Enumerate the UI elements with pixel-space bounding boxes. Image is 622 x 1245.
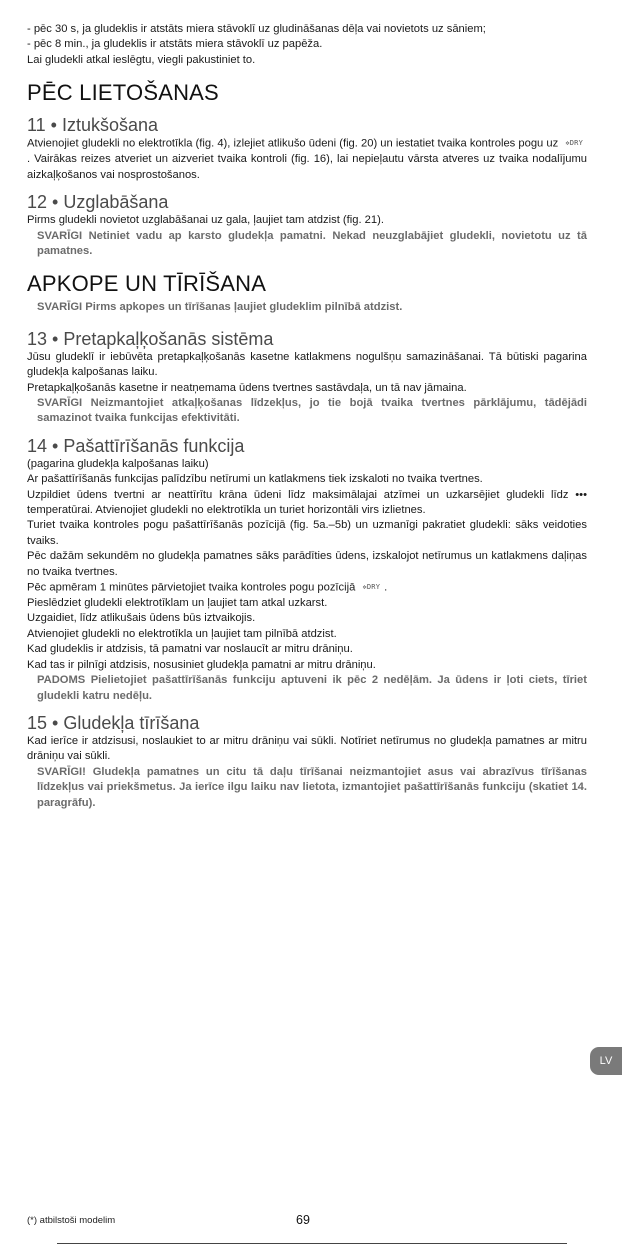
paragraph-13: Jūsu gludeklī ir iebūvēta pretapkaļķošanās kasetne katlakmens nogulšņu samazināšanai. Tā būtiski pagarina gludekļa kalpošanas laiku.: [27, 350, 587, 379]
intro-line: - pēc 8 min., ja gludeklis ir atstāts miera stāvoklī uz papēža.: [27, 38, 323, 51]
paragraph-14: Pēc dažām sekundēm no gludekļa pamatnes sāks parādīties ūdens, izskalojot netīrumus un katlakmens daļiņas no tvaika tvertnes.: [27, 550, 587, 578]
paragraph-14: (pagarina gludekļa kalpošanas laiku): [27, 457, 209, 470]
important-note-12: SVARĪGI Netiniet vadu ap karsto gludekļa pamatni. Nekad neuzglabājiet gludekli, novietotu uz tā pamatnes.: [37, 229, 587, 257]
section-heading-after-use: PĒC LIETOŠANAS: [27, 80, 219, 106]
paragraph-14: Pēc apmēram 1 minūtes pārvietojiet tvaika kontroles pogu pozīcijā ✲DRY .: [27, 581, 388, 594]
paragraph-14: Kad gludeklis ir atdzisis, tā pamatni var noslaucīt ar mitru drāniņu.: [27, 643, 353, 656]
subsection-title-15: 15 • Gludekļa tīrīšana: [27, 712, 200, 733]
subsection-title-14: 14 • Pašattīrīšanās funkcija: [27, 435, 245, 456]
paragraph-14: Atvienojiet gludekli no elektrotīkla un ļaujiet tam pilnībā atdzist.: [27, 627, 337, 640]
steam-dry-icon: ✲DRY: [362, 583, 381, 591]
paragraph-14: Ar pašattīrīšanās funkcijas palīdzību netīrumi un katlakmens tiek izskaloti no tvaika tvertnes.: [27, 473, 483, 486]
subsection-title-13: 13 • Pretapkaļķošanās sistēma: [27, 328, 274, 349]
paragraph-11: Atvienojiet gludekli no elektrotīkla (fig. 4), izlejiet atlikušo ūdeni (fig. 20) un iestatiet tvaika kontroles pogu uz ✲DRY . Vairākas reizes atveriet un aizveriet tvaika kontroli (fig. 16), lai nepieļautu vārsta atveres uz tvaika nodalījumu aizkaļķošanos vai nosprostošanos.: [27, 137, 587, 181]
important-note-13: SVARĪGI Neizmantojiet atkaļķošanas līdzekļus, jo tie bojā tvaika tvertnes pārklājumu, tādējādi samazinot tvaika funkcijas efektivitāti.: [37, 396, 587, 425]
tip-note-14: PADOMS Pielietojiet pašattīrīšanās funkciju aptuveni ik pēc 2 nedēļām. Ja ūdens ir ļoti ciets, tīriet gludekli katru nedēļu.: [37, 674, 587, 702]
subsection-title-11: 11 • Iztukšošana: [27, 115, 159, 136]
important-note-15: SVARĪGI! Gludekļa pamatnes un citu tā daļu tīrīšanai neizmantojiet asus vai abrazīvus tīrīšanas līdzekļus vai priekšmetus. Ja ierīce ilgu laiku nav lietota, izmantojiet pašattīrīšanās funkciju (skatiet 14. paragrāfu).: [37, 765, 587, 809]
subsection-title-12: 12 • Uzglabāšana: [27, 192, 169, 213]
footer-divider: [57, 1243, 567, 1244]
manual-page: [27, 22, 587, 811]
footnote: (*) atbilstoši modelim: [27, 1215, 116, 1226]
intro-line: Lai gludekli atkal ieslēgtu, viegli pakustiniet to.: [27, 53, 256, 66]
language-tab: LV: [590, 1047, 622, 1075]
section-heading-maintenance: APKOPE UN TĪRĪŠANA: [27, 271, 267, 297]
paragraph-13: Pretapkaļķošanās kasetne ir neatņemama ūdens tvertnes sastāvdaļa, un tā nav jāmaina.: [27, 381, 467, 394]
paragraph-12: Pirms gludekli novietot uzglabāšanai uz gala, ļaujiet tam atdzist (fig. 21).: [27, 214, 384, 227]
paragraph-14: Pieslēdziet gludekli elektrotīklam un ļaujiet tam atkal uzkarst.: [27, 597, 328, 610]
steam-dry-icon: ✲DRY: [565, 139, 583, 148]
page-number: 69: [296, 1213, 310, 1227]
paragraph-15: Kad ierīce ir atdzisusi, noslaukiet to ar mitru drāniņu vai sūkli. Notīriet netīrumus no gludekļa pamatnes ar mitru drāniņu vai sūkli.: [27, 734, 587, 763]
paragraph-14: Kad tas ir pilnīgi atdzisis, nosusiniet gludekļa pamatni ar mitru drāniņu.: [27, 658, 376, 671]
paragraph-14: Turiet tvaika kontroles pogu pašattīrīšanās pozīcijā (fig. 5a.–5b) un uzmanīgi pakratiet gludekli: sāks veidoties tvaiks.: [27, 519, 587, 547]
intro-block: [27, 22, 587, 68]
paragraph-14: Uzgaidiet, līdz atlikušais ūdens būs iztvaikojis.: [27, 612, 256, 625]
paragraph-14: Uzpildiet ūdens tvertni ar neattīrītu krāna ūdeni līdz maksimālajai atzīmei un uzkarsējiet gludekli līdz ••• temperatūrai. Atvienojiet gludekli no elektrotīkla un turiet horizontāli virs izlietnes.: [27, 488, 587, 516]
intro-line: - pēc 30 s, ja gludeklis ir atstāts miera stāvoklī uz gludināšanas dēļa vai novietots uz sāniem;: [27, 23, 486, 35]
important-note-maintenance: SVARĪGI Pirms apkopes un tīrīšanas ļaujiet gludeklim pilnībā atdzist.: [37, 301, 403, 314]
